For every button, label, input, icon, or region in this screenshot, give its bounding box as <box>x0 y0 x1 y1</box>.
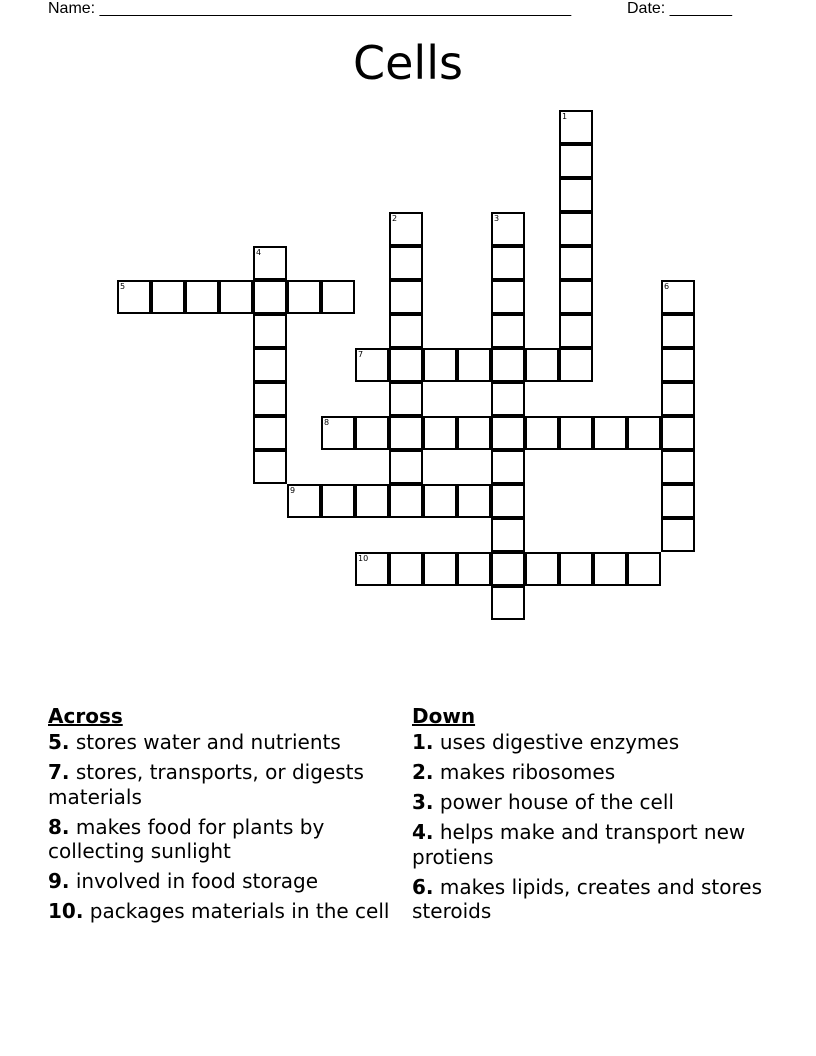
crossword-cell[interactable] <box>389 212 423 246</box>
clue-text: packages materials in the cell <box>83 899 390 923</box>
down-clues-section <box>412 702 762 929</box>
crossword-cell[interactable] <box>389 348 423 382</box>
crossword-cell[interactable] <box>389 484 423 518</box>
crossword-cell[interactable] <box>491 416 525 450</box>
across-clues-section <box>48 702 398 929</box>
clue-number-label: 1 <box>562 112 568 121</box>
crossword-cell[interactable] <box>661 348 695 382</box>
clue-number: 7. <box>48 760 70 784</box>
clue-number-label: 3 <box>494 214 500 223</box>
crossword-cell[interactable] <box>559 314 593 348</box>
crossword-cell[interactable] <box>253 416 287 450</box>
clue-text: helps make and transport new protiens <box>412 820 746 869</box>
crossword-cell[interactable] <box>389 246 423 280</box>
crossword-cell[interactable] <box>491 450 525 484</box>
clue-number: 6. <box>412 874 434 899</box>
crossword-cell[interactable] <box>423 484 457 518</box>
across-clue <box>48 760 398 809</box>
clue-number: 10. <box>48 899 84 923</box>
crossword-cell[interactable] <box>559 178 593 212</box>
clue-number: 3. <box>412 790 434 814</box>
crossword-cell[interactable] <box>185 280 219 314</box>
crossword-cell[interactable] <box>661 280 695 314</box>
crossword-cell[interactable] <box>559 144 593 178</box>
crossword-cell[interactable] <box>389 280 423 314</box>
crossword-cell[interactable] <box>593 416 627 450</box>
crossword-cell[interactable] <box>253 348 287 382</box>
date-field-label: Date: _______ <box>627 0 732 17</box>
crossword-cell[interactable] <box>355 552 389 586</box>
crossword-cell[interactable] <box>321 280 355 314</box>
down-clue <box>412 790 762 815</box>
down-clue-list <box>412 730 762 924</box>
crossword-cell[interactable] <box>423 416 457 450</box>
crossword-cell[interactable] <box>559 280 593 314</box>
crossword-cell[interactable] <box>593 552 627 586</box>
crossword-cell[interactable] <box>559 416 593 450</box>
crossword-cell[interactable] <box>253 280 287 314</box>
clue-text: stores water and nutrients <box>69 730 341 754</box>
crossword-cell[interactable] <box>491 246 525 280</box>
clue-number: 9. <box>48 869 70 893</box>
clue-text: involved in food storage <box>69 869 319 893</box>
down-clue <box>412 760 762 785</box>
crossword-cell[interactable] <box>423 552 457 586</box>
crossword-cell[interactable] <box>525 348 559 382</box>
down-clue <box>412 875 762 924</box>
crossword-cell[interactable] <box>287 484 321 518</box>
crossword-cell[interactable] <box>559 246 593 280</box>
crossword-cell[interactable] <box>627 416 661 450</box>
crossword-cell[interactable] <box>389 552 423 586</box>
crossword-cell[interactable] <box>457 484 491 518</box>
down-heading: Down <box>412 704 476 728</box>
clue-number-label: 10 <box>358 554 369 563</box>
crossword-cell[interactable] <box>525 552 559 586</box>
crossword-cell[interactable] <box>219 280 253 314</box>
crossword-cell[interactable] <box>661 450 695 484</box>
crossword-cell[interactable] <box>491 552 525 586</box>
crossword-cell[interactable] <box>559 110 593 144</box>
crossword-cell[interactable] <box>389 416 423 450</box>
crossword-cell[interactable] <box>355 484 389 518</box>
crossword-cell[interactable] <box>321 484 355 518</box>
clue-number: 1. <box>412 730 434 754</box>
across-heading: Across <box>48 704 123 728</box>
crossword-cell[interactable] <box>389 382 423 416</box>
clue-number-label: 5 <box>120 282 126 291</box>
clue-text: uses digestive enzymes <box>433 730 680 754</box>
across-clue <box>48 899 398 924</box>
crossword-cell[interactable] <box>151 280 185 314</box>
clue-text: power house of the cell <box>433 790 674 814</box>
across-clue <box>48 815 398 864</box>
across-clue <box>48 730 398 755</box>
crossword-cell[interactable] <box>491 586 525 620</box>
crossword-cell[interactable] <box>457 552 491 586</box>
clue-number: 4. <box>412 820 434 844</box>
crossword-cell[interactable] <box>457 348 491 382</box>
crossword-cell[interactable] <box>491 518 525 552</box>
crossword-cell[interactable] <box>253 314 287 348</box>
crossword-cell[interactable] <box>253 450 287 484</box>
crossword-cell[interactable] <box>559 212 593 246</box>
crossword-cell[interactable] <box>389 314 423 348</box>
page-title: Cells <box>353 36 463 90</box>
crossword-cell[interactable] <box>661 484 695 518</box>
crossword-cell[interactable] <box>491 382 525 416</box>
clue-number-label: 8 <box>324 418 330 427</box>
clue-text: makes lipids, creates and stores steroids <box>412 874 763 923</box>
clue-number-label: 6 <box>664 282 670 291</box>
crossword-cell[interactable] <box>661 314 695 348</box>
clue-number-label: 4 <box>256 248 262 257</box>
clue-number: 8. <box>48 814 70 839</box>
crossword-cell[interactable] <box>661 518 695 552</box>
crossword-cell[interactable] <box>491 212 525 246</box>
crossword-cell[interactable] <box>627 552 661 586</box>
crossword-cell[interactable] <box>355 416 389 450</box>
clue-number: 2. <box>412 760 434 784</box>
crossword-cell[interactable] <box>253 382 287 416</box>
crossword-cell[interactable] <box>355 348 389 382</box>
crossword-cell[interactable] <box>525 416 559 450</box>
crossword-cell[interactable] <box>423 348 457 382</box>
crossword-cell[interactable] <box>321 416 355 450</box>
crossword-cell[interactable] <box>661 382 695 416</box>
crossword-cell[interactable] <box>559 552 593 586</box>
across-clue-list <box>48 730 398 924</box>
crossword-cell[interactable] <box>389 450 423 484</box>
clue-text: makes ribosomes <box>433 760 616 784</box>
down-clue <box>412 820 762 869</box>
clue-number-label: 9 <box>290 486 296 495</box>
crossword-cell[interactable] <box>117 280 151 314</box>
clue-number-label: 7 <box>358 350 364 359</box>
crossword-cell[interactable] <box>491 314 525 348</box>
crossword-cell[interactable] <box>287 280 321 314</box>
crossword-cell[interactable] <box>559 348 593 382</box>
crossword-cell[interactable] <box>491 348 525 382</box>
down-clue <box>412 730 762 755</box>
name-field-label: Name: _____________________________________________________ <box>48 0 572 17</box>
crossword-cell[interactable] <box>253 246 287 280</box>
crossword-cell[interactable] <box>457 416 491 450</box>
crossword-cell[interactable] <box>491 484 525 518</box>
across-clue <box>48 869 398 894</box>
clue-text: makes food for plants by collecting sunlight <box>48 814 325 863</box>
clue-number-label: 2 <box>392 214 398 223</box>
crossword-cell[interactable] <box>661 416 695 450</box>
clue-text: stores, transports, or digests materials <box>48 760 364 809</box>
clue-number: 5. <box>48 730 70 754</box>
crossword-cell[interactable] <box>491 280 525 314</box>
